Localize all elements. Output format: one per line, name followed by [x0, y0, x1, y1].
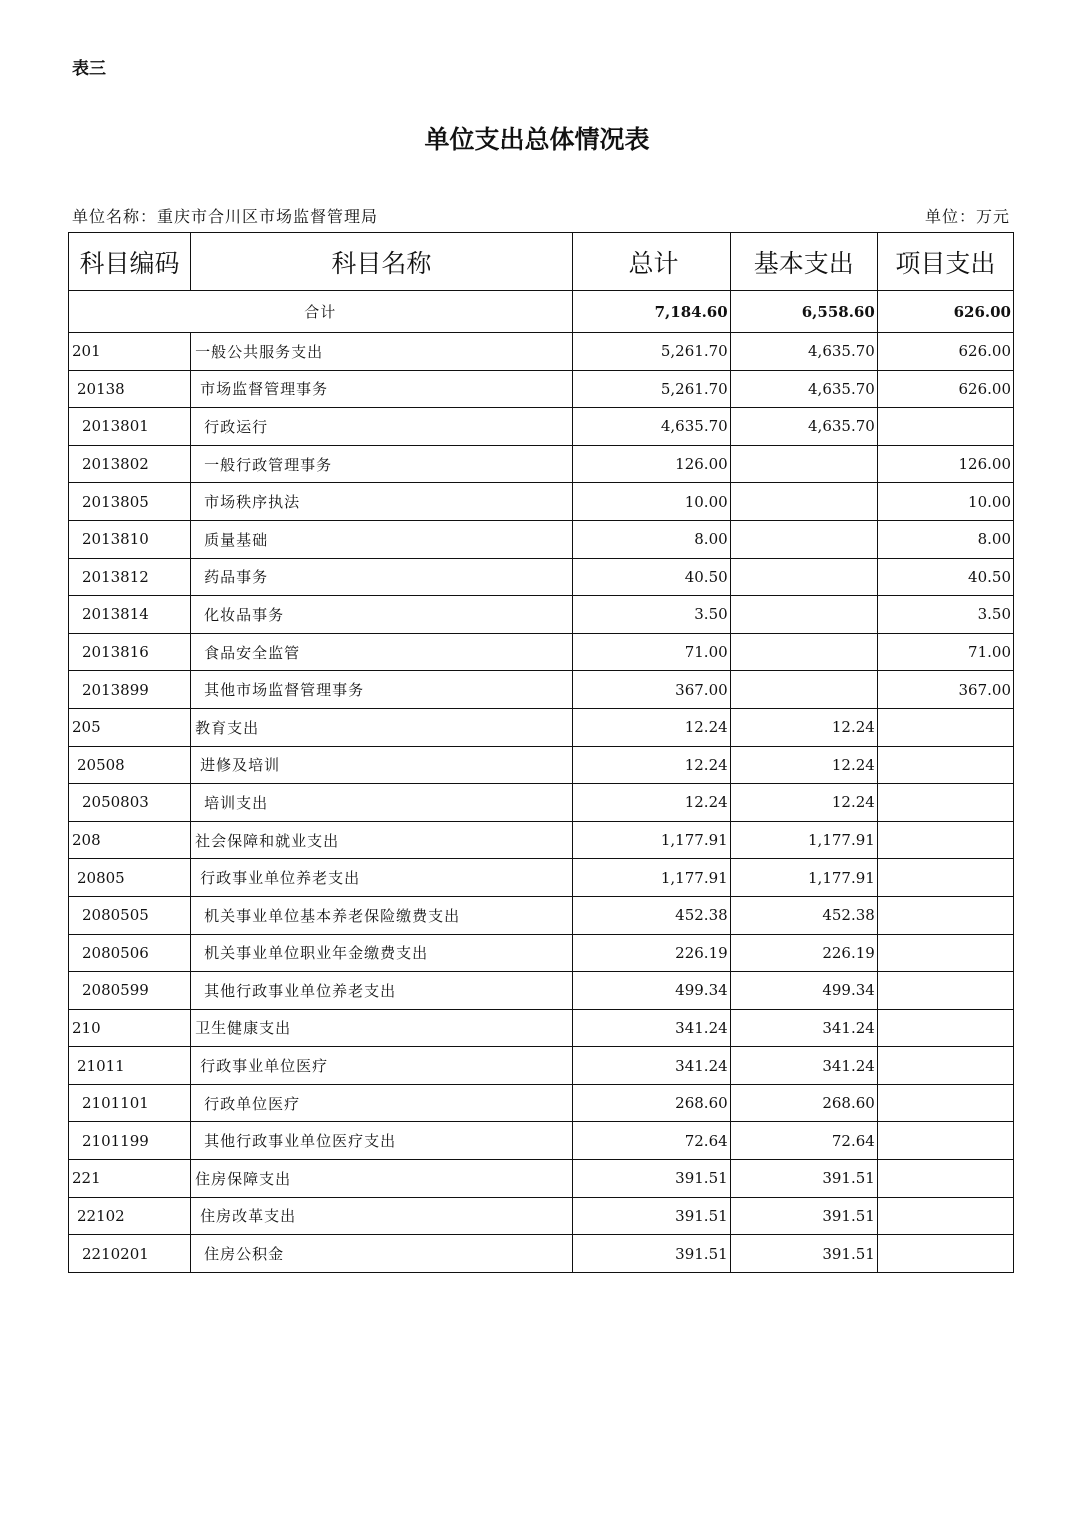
row-code: 208 — [69, 821, 191, 859]
table-row — [69, 558, 1014, 596]
row-project — [877, 1122, 1013, 1160]
row-code: 221 — [69, 1160, 191, 1198]
row-total: 72.64 — [572, 1122, 730, 1160]
row-project — [877, 934, 1013, 972]
row-code: 2013810 — [69, 520, 191, 558]
total-basic: 6,558.60 — [730, 291, 877, 333]
row-name: 食品安全监管 — [191, 633, 572, 671]
total-row — [69, 291, 1014, 333]
row-project: 626.00 — [877, 370, 1013, 408]
row-total: 40.50 — [572, 558, 730, 596]
row-project: 367.00 — [877, 671, 1013, 709]
row-total: 452.38 — [572, 896, 730, 934]
table-row — [69, 1047, 1014, 1085]
row-name: 行政事业单位医疗 — [191, 1047, 572, 1085]
row-name: 市场秩序执法 — [191, 483, 572, 521]
row-code: 2013812 — [69, 558, 191, 596]
table-row — [69, 859, 1014, 897]
table-row — [69, 1197, 1014, 1235]
row-total: 341.24 — [572, 1047, 730, 1085]
row-name: 住房保障支出 — [191, 1160, 572, 1198]
row-basic: 268.60 — [730, 1084, 877, 1122]
doc-label: 表三 — [72, 59, 106, 79]
row-code: 201 — [69, 333, 191, 371]
table-row — [69, 370, 1014, 408]
row-project: 40.50 — [877, 558, 1013, 596]
row-total: 391.51 — [572, 1197, 730, 1235]
row-name: 其他行政事业单位养老支出 — [191, 972, 572, 1010]
row-name: 住房改革支出 — [191, 1197, 572, 1235]
table-row — [69, 333, 1014, 371]
page-title: 单位支出总体情况表 — [424, 125, 650, 154]
row-name: 质量基础 — [191, 520, 572, 558]
row-name: 机关事业单位职业年金缴费支出 — [191, 934, 572, 972]
row-basic: 341.24 — [730, 1009, 877, 1047]
row-total: 499.34 — [572, 972, 730, 1010]
row-basic — [730, 483, 877, 521]
row-project: 8.00 — [877, 520, 1013, 558]
row-total: 3.50 — [572, 596, 730, 634]
row-basic: 4,635.70 — [730, 333, 877, 371]
table-row — [69, 784, 1014, 822]
row-total: 4,635.70 — [572, 408, 730, 446]
row-total: 12.24 — [572, 746, 730, 784]
row-project: 126.00 — [877, 445, 1013, 483]
row-basic — [730, 558, 877, 596]
header-total: 总计 — [572, 233, 730, 291]
row-total: 12.24 — [572, 784, 730, 822]
row-project: 71.00 — [877, 633, 1013, 671]
row-total: 391.51 — [572, 1235, 730, 1273]
row-code: 2013816 — [69, 633, 191, 671]
row-total: 226.19 — [572, 934, 730, 972]
table-row — [69, 671, 1014, 709]
total-label: 合计 — [69, 291, 573, 333]
table-row — [69, 821, 1014, 859]
row-basic — [730, 445, 877, 483]
total-total: 7,184.60 — [572, 291, 730, 333]
row-project — [877, 784, 1013, 822]
table-row — [69, 1160, 1014, 1198]
row-name: 进修及培训 — [191, 746, 572, 784]
row-name: 教育支出 — [191, 708, 572, 746]
row-code: 20138 — [69, 370, 191, 408]
row-total: 341.24 — [572, 1009, 730, 1047]
expenditure-table — [68, 232, 1014, 1273]
row-name: 一般公共服务支出 — [191, 333, 572, 371]
row-basic: 452.38 — [730, 896, 877, 934]
row-project — [877, 1235, 1013, 1273]
row-total: 12.24 — [572, 708, 730, 746]
row-code: 20508 — [69, 746, 191, 784]
row-project — [877, 1047, 1013, 1085]
row-name: 其他市场监督管理事务 — [191, 671, 572, 709]
table-row — [69, 596, 1014, 634]
table-row — [69, 746, 1014, 784]
table-row — [69, 633, 1014, 671]
row-project — [877, 708, 1013, 746]
row-project — [877, 1084, 1013, 1122]
row-code: 2013814 — [69, 596, 191, 634]
row-project — [877, 408, 1013, 446]
unit-name: 单位名称：重庆市合川区市场监督管理局 — [72, 207, 379, 226]
row-code: 21011 — [69, 1047, 191, 1085]
row-total: 391.51 — [572, 1160, 730, 1198]
row-basic: 226.19 — [730, 934, 877, 972]
row-basic: 12.24 — [730, 746, 877, 784]
row-code: 20805 — [69, 859, 191, 897]
row-code: 210 — [69, 1009, 191, 1047]
row-total: 268.60 — [572, 1084, 730, 1122]
row-code: 2013805 — [69, 483, 191, 521]
row-name: 行政运行 — [191, 408, 572, 446]
table-row — [69, 708, 1014, 746]
row-project: 3.50 — [877, 596, 1013, 634]
row-name: 一般行政管理事务 — [191, 445, 572, 483]
row-basic: 12.24 — [730, 784, 877, 822]
row-project: 10.00 — [877, 483, 1013, 521]
table-row — [69, 1235, 1014, 1273]
row-basic: 341.24 — [730, 1047, 877, 1085]
row-code: 2210201 — [69, 1235, 191, 1273]
row-basic: 1,177.91 — [730, 821, 877, 859]
row-total: 367.00 — [572, 671, 730, 709]
table-row — [69, 408, 1014, 446]
row-name: 行政事业单位养老支出 — [191, 859, 572, 897]
table-row — [69, 520, 1014, 558]
row-code: 2013899 — [69, 671, 191, 709]
row-basic: 4,635.70 — [730, 370, 877, 408]
row-code: 2013802 — [69, 445, 191, 483]
row-total: 1,177.91 — [572, 821, 730, 859]
total-project: 626.00 — [877, 291, 1013, 333]
row-basic: 391.51 — [730, 1160, 877, 1198]
row-name: 机关事业单位基本养老保险缴费支出 — [191, 896, 572, 934]
row-basic: 499.34 — [730, 972, 877, 1010]
row-basic — [730, 520, 877, 558]
row-total: 126.00 — [572, 445, 730, 483]
row-code: 205 — [69, 708, 191, 746]
row-project — [877, 1160, 1013, 1198]
row-basic: 391.51 — [730, 1197, 877, 1235]
header-code: 科目编码 — [69, 233, 191, 291]
table-row — [69, 1122, 1014, 1160]
row-name: 其他行政事业单位医疗支出 — [191, 1122, 572, 1160]
row-name: 卫生健康支出 — [191, 1009, 572, 1047]
row-name: 培训支出 — [191, 784, 572, 822]
table-row — [69, 1009, 1014, 1047]
row-total: 10.00 — [572, 483, 730, 521]
row-name: 行政单位医疗 — [191, 1084, 572, 1122]
row-basic: 72.64 — [730, 1122, 877, 1160]
row-name: 住房公积金 — [191, 1235, 572, 1273]
row-basic — [730, 671, 877, 709]
row-code: 22102 — [69, 1197, 191, 1235]
row-total: 8.00 — [572, 520, 730, 558]
row-total: 71.00 — [572, 633, 730, 671]
row-basic: 391.51 — [730, 1235, 877, 1273]
row-basic — [730, 633, 877, 671]
row-project: 626.00 — [877, 333, 1013, 371]
table-row — [69, 972, 1014, 1010]
row-project — [877, 821, 1013, 859]
row-project — [877, 746, 1013, 784]
row-name: 药品事务 — [191, 558, 572, 596]
row-code: 2080599 — [69, 972, 191, 1010]
header-name: 科目名称 — [191, 233, 572, 291]
row-basic: 4,635.70 — [730, 408, 877, 446]
table-row — [69, 445, 1014, 483]
unit-label: 单位：万元 — [924, 207, 1010, 226]
row-name: 社会保障和就业支出 — [191, 821, 572, 859]
row-name: 市场监督管理事务 — [191, 370, 572, 408]
row-code: 2101199 — [69, 1122, 191, 1160]
table-row — [69, 1084, 1014, 1122]
row-project — [877, 859, 1013, 897]
table-row — [69, 934, 1014, 972]
header-row — [69, 233, 1014, 291]
row-total: 5,261.70 — [572, 370, 730, 408]
header-project: 项目支出 — [877, 233, 1013, 291]
row-basic: 1,177.91 — [730, 859, 877, 897]
row-project — [877, 1197, 1013, 1235]
row-basic: 12.24 — [730, 708, 877, 746]
row-total: 5,261.70 — [572, 333, 730, 371]
row-code: 2050803 — [69, 784, 191, 822]
row-code: 2101101 — [69, 1084, 191, 1122]
table-row — [69, 896, 1014, 934]
row-total: 1,177.91 — [572, 859, 730, 897]
table-row — [69, 483, 1014, 521]
row-project — [877, 896, 1013, 934]
row-name: 化妆品事务 — [191, 596, 572, 634]
row-code: 2013801 — [69, 408, 191, 446]
row-code: 2080506 — [69, 934, 191, 972]
row-project — [877, 972, 1013, 1010]
row-code: 2080505 — [69, 896, 191, 934]
row-basic — [730, 596, 877, 634]
header-basic: 基本支出 — [730, 233, 877, 291]
row-project — [877, 1009, 1013, 1047]
